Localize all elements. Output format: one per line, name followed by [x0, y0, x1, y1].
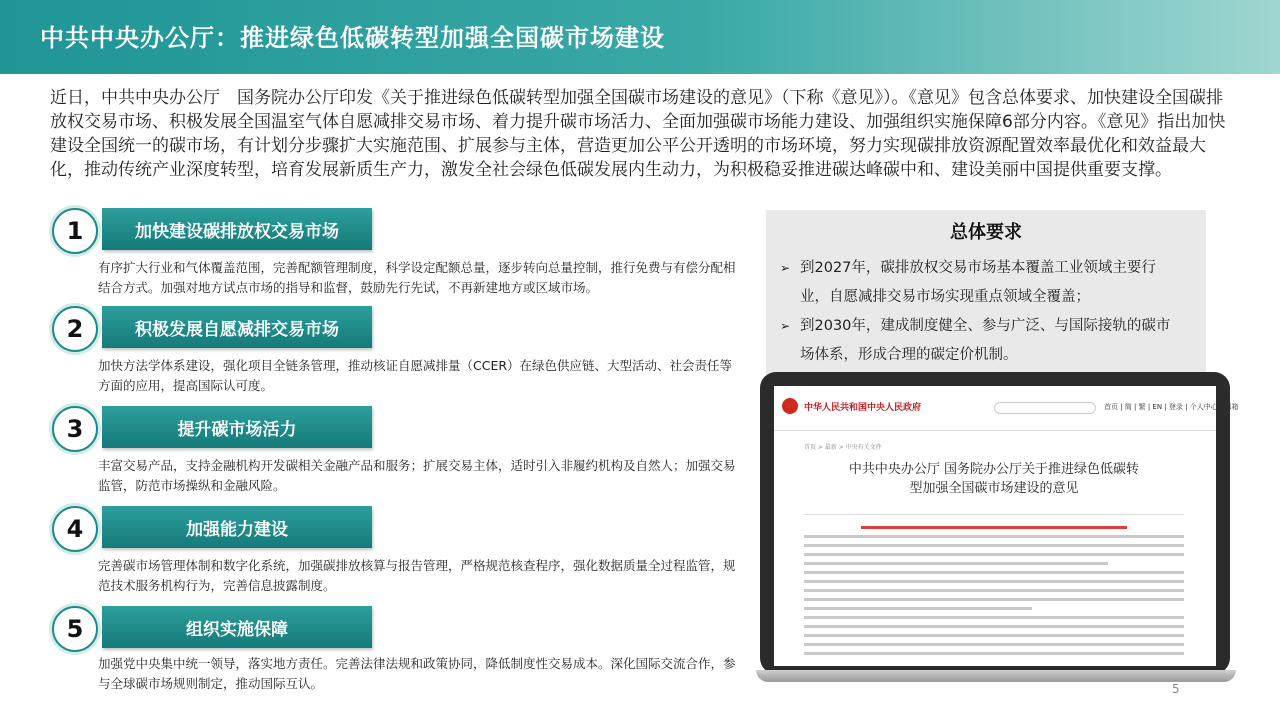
- laptop-frame: [760, 372, 1239, 674]
- header-banner: [0, 0, 1280, 74]
- summary-point-text: 到2030年，建成制度健全、参与广泛、与国际接轨的碳市场体系，形成合理的碳定价机制。: [800, 318, 1171, 363]
- website-article-body: [804, 526, 1184, 661]
- item-desc-4: 完善碳市场管理体制和数字化系统，加强碳排放核算与报告管理，严格规范核查程序，强化数据质量全过程监管，规范技术服务机构行为，完善信息披露制度。: [98, 558, 736, 593]
- item-desc-2: 加快方法学体系建设，强化项目全链条管理，推动核证自愿减排量（CCER）在绿色供应链、大型活动、社会责任等方面的应用，提高国际认可度。: [98, 358, 733, 393]
- laptop-screen: [774, 386, 1239, 666]
- item-desc-5: 加强党中央集中统一领导，落实地方责任。完善法律法规和政策协同，降低制度性交易成本。深化国际交流合作，参与全球碳市场规则制定，推动国际互认。: [98, 656, 736, 691]
- website-name: 中华人民共和国中央人民政府: [804, 403, 922, 413]
- website-header: [774, 386, 1239, 431]
- arrow-bullet-icon: ➢: [780, 261, 791, 275]
- item-label-5: 组织实施保障: [102, 606, 372, 648]
- item-label-4: 加强能力建设: [102, 506, 372, 548]
- summary-box: [766, 210, 1206, 376]
- intro-paragraph: 近日，中共中央办公厅 国务院办公厅印发《关于推进绿色低碳转型加强全国碳市场建设的意见》（下称《意见》）。《意见》包含总体要求、加快建设全国碳排放权交易市场、积极发展全国温室气体自愿减排交易市场、着力提升碳市场活力、全面加强碳市场能力建设、加强组织实施保障6部分内容。《意见》指出加快建设全国统一的碳市场，有计划分步骤扩大实施范围、扩展参与主体，营造更加公平公开透明的市场环境，努力实现碳排放资源配置效率最优化和效益最大化，推动传统产业深度转型，培育发展新质生产力，激发全社会绿色低碳发展内生动力，为积极稳妥推进碳达峰碳中和、建设美丽中国提供重要支撑。: [50, 88, 1226, 180]
- page-number: 5: [1172, 682, 1180, 696]
- item-number-2: 2: [52, 306, 98, 352]
- website-article-meta: [804, 502, 1184, 515]
- item-desc-1: 有序扩大行业和气体覆盖范围，完善配额管理制度，科学设定配额总量，逐步转向总量控制，推行免费与有偿分配相结合方式。加强对地方试点市场的指导和监督，鼓励先行先试，不再新建地方或区域市场。: [98, 260, 736, 295]
- summary-point-text: 到2027年，碳排放权交易市场基本覆盖工业领域主要行业，自愿减排交易市场实现重点领域全覆盖；: [800, 260, 1156, 305]
- website-breadcrumb: 首页 > 最新 > 中央有关文件: [804, 444, 882, 451]
- website-nav: 首页 | 简 | 繁 | EN | 登录 | 个人中心 | 邮箱: [1104, 403, 1239, 411]
- website-search-box: [994, 402, 1096, 414]
- item-number-5: 5: [52, 606, 98, 652]
- laptop-image: [760, 372, 1240, 690]
- item-number-3: 3: [52, 406, 98, 452]
- summary-point-2: [780, 312, 1180, 370]
- item-label-2: 积极发展自愿减排交易市场: [102, 306, 372, 348]
- item-number-4: 4: [52, 506, 98, 552]
- summary-point-1: [780, 254, 1180, 312]
- item-desc-3: 丰富交易产品，支持金融机构开发碳相关金融产品和服务；扩展交易主体，适时引入非履约机构及自然人；加强交易监管，防范市场操纵和金融风险。: [98, 458, 736, 493]
- website-article-title: 中共中央办公厅 国务院办公厅关于推进绿色低碳转型加强全国碳市场建设的意见: [848, 462, 1140, 496]
- page-title: 中共中央办公厅：推进绿色低碳转型加强全国碳市场建设: [40, 24, 665, 52]
- item-label-3: 提升碳市场活力: [102, 406, 372, 448]
- item-label-1: 加快建设碳排放权交易市场: [102, 208, 372, 250]
- laptop-base: [756, 670, 1236, 682]
- item-number-1: 1: [52, 208, 98, 254]
- arrow-bullet-icon: ➢: [780, 319, 791, 333]
- summary-title: 总体要求: [950, 222, 1022, 243]
- national-emblem-icon: [782, 398, 798, 414]
